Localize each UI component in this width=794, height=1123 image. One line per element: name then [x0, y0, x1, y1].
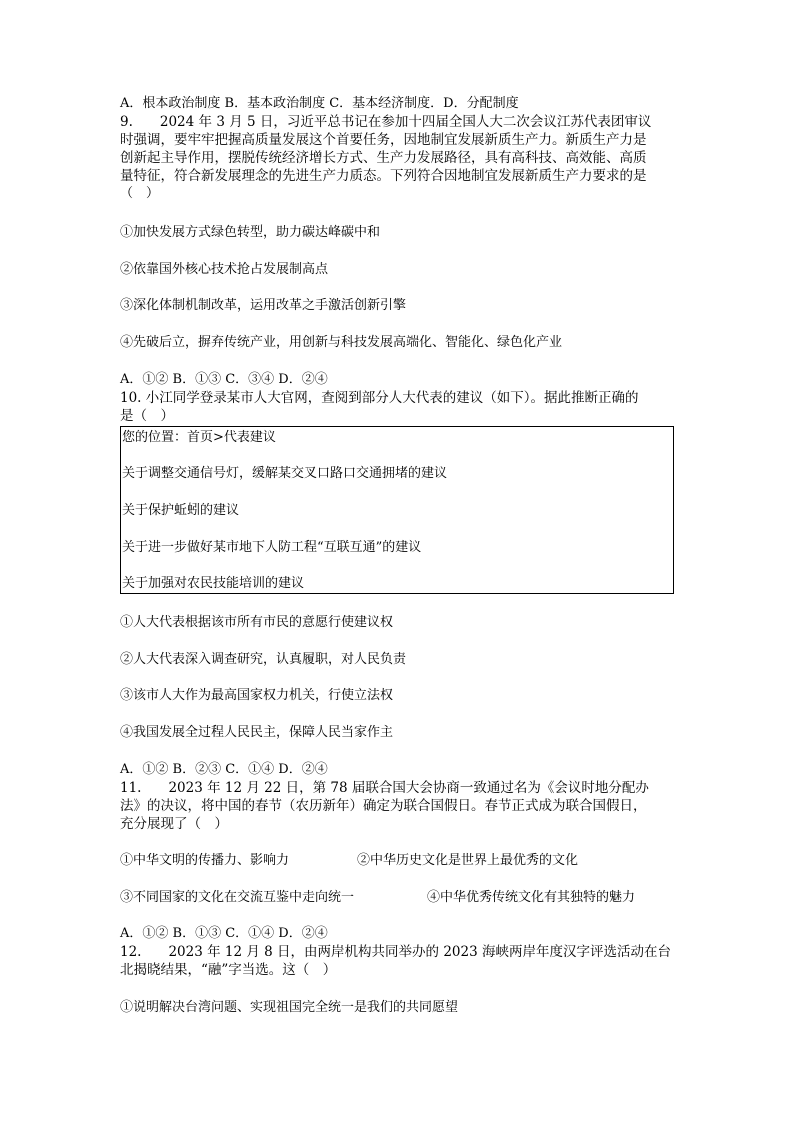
q9-item: ④先破后立，摒弃传统产业，用创新与科技发展高端化、智能化、绿色化产业	[120, 335, 563, 350]
q9-item: ①加快发展方式绿色转型，助力碳达峰碳中和	[120, 225, 381, 240]
q10-item: ④我国发展全过程人民民主，保障人民当家作主	[120, 725, 394, 740]
q12-item: ①说明解决台湾问题、实现祖国完全统一是我们的共同愿望	[120, 1000, 459, 1015]
proposal-item: 关于调整交通信号灯，缓解某交叉口路口交通拥堵的建议	[122, 466, 448, 481]
q10-options: A．①② B．②③ C．①④ D．②④	[120, 762, 328, 777]
q11-item: ②中华历史文化是世界上最优秀的文化	[357, 853, 579, 868]
proposal-item: 关于进一步做好某市地下人防工程“互联互通”的建议	[122, 540, 422, 555]
proposal-box	[120, 426, 674, 594]
q9-item: ②依靠国外核心技术抢占发展制高点	[120, 262, 329, 277]
q10-stem-line: 10. 小江同学登录某市人大官网，查阅到部分人大代表的建议（如下）。据此推断正确的	[120, 390, 639, 406]
q9-stem-line: 创新起主导作用，摆脱传统经济增长方式、生产力发展路径，具有高科技、高效能、高质	[120, 150, 647, 166]
q8-options: A．根本政治制度 B．基本政治制度 C．基本经济制度．D．分配制度	[120, 96, 519, 111]
proposal-item: 关于加强对农民技能培训的建议	[122, 576, 305, 591]
q11-item: ③不同国家的文化在交流互鉴中走向统一	[120, 890, 355, 905]
q9-stem-line: 9. 2024 年 3 月 5 日，习近平总书记在参加十四届全国人大二次会议江苏代表团审议	[120, 114, 652, 130]
q12-stem-line: 北揭晓结果，“融”字当选。这（ ）	[120, 962, 337, 978]
q12-stem-line: 12. 2023 年 12 月 8 日，由两岸机构共同举办的 2023 海峡两岸年度汉字评选活动在台	[120, 944, 671, 960]
breadcrumb: 您的位置：首页>代表建议	[122, 430, 276, 445]
q11-options: A．①② B．①③ C．①④ D．②④	[120, 926, 328, 941]
q10-stem-line: 是（ ）	[120, 408, 174, 424]
q10-item: ②人大代表深入调查研究，认真履职，对人民负责	[120, 652, 407, 667]
q11-item: ①中华文明的传播力、影响力	[120, 853, 290, 868]
q11-stem-line: 法》的决议，将中国的春节（农历新年）确定为联合国假日。春节正式成为联合国假日，	[120, 798, 647, 814]
proposal-item: 关于保护蚯蚓的建议	[122, 503, 240, 518]
q11-stem-line: 充分展现了（ ）	[120, 816, 228, 832]
q9-stem-line: 量特征，符合新发展理念的先进生产力质态。下列符合因地制宜发展新质生产力要求的是	[120, 168, 647, 184]
q9-item: ③深化体制机制改革，运用改革之手激活创新引擎	[120, 298, 407, 313]
q9-stem-line: （ ）	[120, 186, 160, 201]
q9-options: A．①② B．①③ C．③④ D．②④	[120, 372, 328, 387]
q9-stem-line: 时强调，要牢牢把握高质量发展这个首要任务，因地制宜发展新质生产力。新质生产力是	[120, 132, 647, 148]
q11-item: ④中华优秀传统文化有其独特的魅力	[427, 890, 636, 905]
q10-item: ①人大代表根据该市所有市民的意愿行使建议权	[120, 615, 394, 630]
q10-item: ③该市人大作为最高国家权力机关，行使立法权	[120, 688, 394, 703]
q11-stem-line: 11. 2023 年 12 月 22 日，第 78 届联合国大会协商一致通过名为《会议时地分配办	[120, 780, 649, 796]
